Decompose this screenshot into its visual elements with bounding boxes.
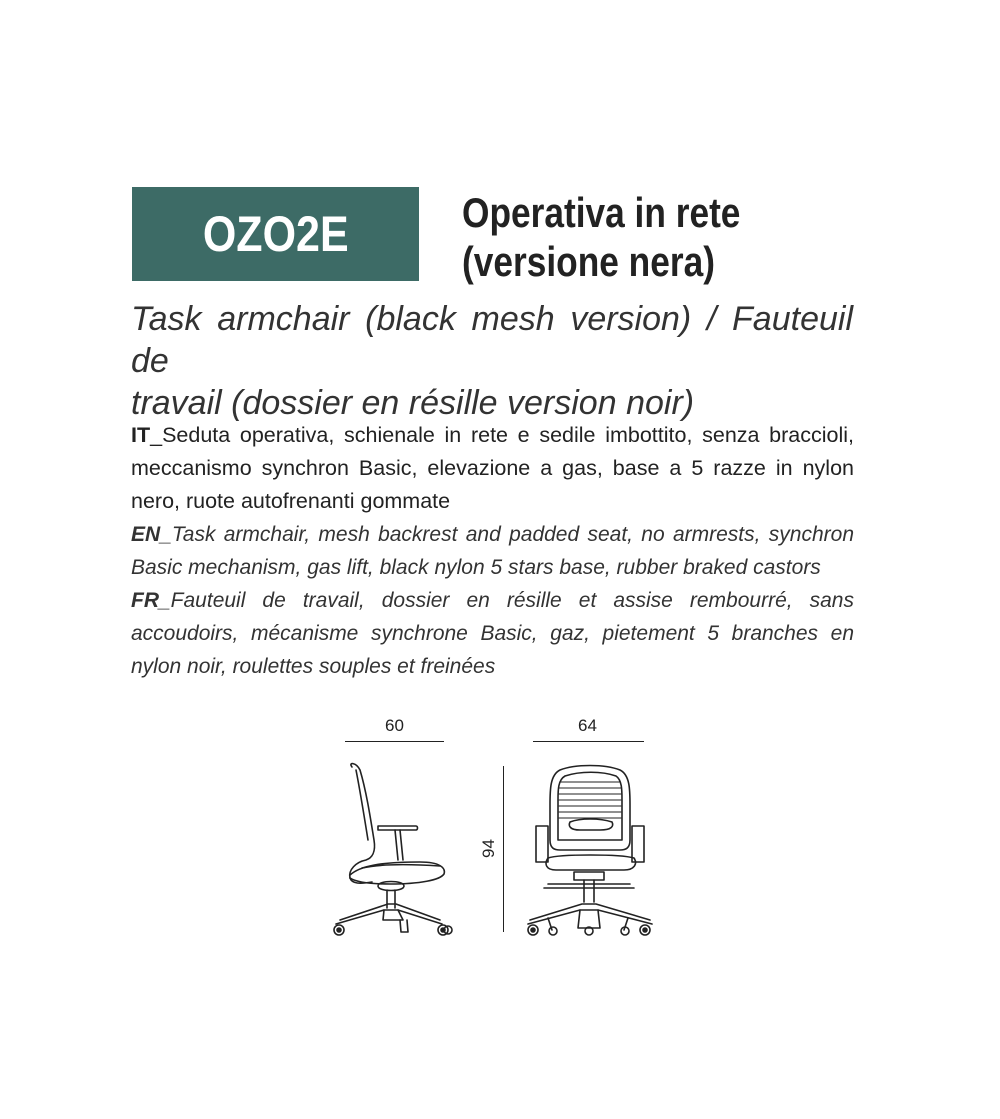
dimension-width-label: 64	[578, 716, 597, 735]
description-fr-text: _Fauteuil de travail, dossier en résille et assise rembourré, sans accoudoirs, mécanisme synchrone Basic, gaz, pietement 5 branches en nylon noir, roulettes souples et freinées	[131, 589, 854, 678]
product-title-line-1: Operativa in rete	[462, 189, 741, 236]
subtitle-line-2: travail (dossier en résille version noir)	[131, 384, 695, 422]
lang-tag-en: EN	[131, 523, 161, 546]
product-code: OZO2E	[202, 206, 349, 262]
description-it-text: _Seduta operativa, schienale in rete e sedile imbottito, senza braccioli, meccanismo synchron Basic, elevazione a gas, base a 5 razze in nylon nero, ruote autofrenanti gommate	[131, 423, 854, 513]
chair-front-view	[528, 766, 652, 936]
subtitle-line-1: Task armchair (black mesh version) / Fauteuil de	[131, 300, 853, 380]
chair-side-view	[334, 764, 452, 935]
description-en-text: _Task armchair, mesh backrest and padded seat, no armrests, synchron Basic mechanism, gas lift, black nylon 5 stars base, rubber braked castors	[131, 523, 854, 579]
dimension-depth-label: 60	[385, 716, 404, 735]
lang-tag-fr: FR	[131, 589, 159, 612]
dimension-height-label: 94	[479, 839, 498, 858]
lang-tag-it: IT	[131, 423, 151, 447]
product-title-line-2: (versione nera)	[462, 238, 715, 285]
